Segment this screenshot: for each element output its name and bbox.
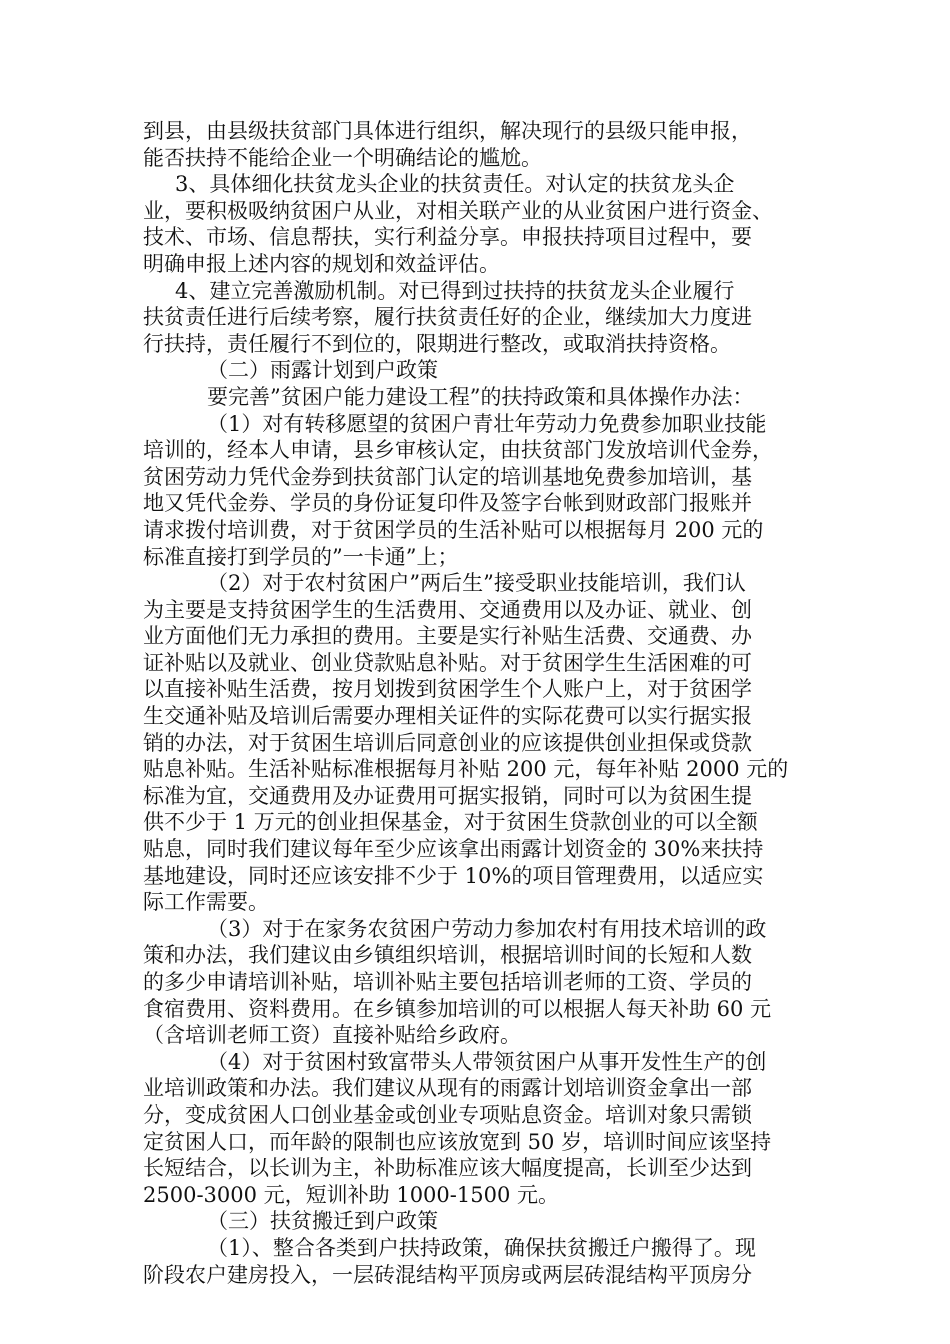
text-line: 到县，由县级扶贫部门具体进行组织，解决现行的县级只能申报， (143, 119, 752, 143)
text-line: 业培训政策和办法。我们建议从现有的雨露计划培训资金拿出一部 (143, 1076, 752, 1101)
text-line: 4、建立完善激励机制。对已得到过扶持的扶贫龙头企业履行 (175, 278, 735, 303)
text-line: 以直接补贴生活费，按月划拨到贫困学生个人账户上，对于贫困学 (143, 677, 752, 702)
text-line: 食宿费用、资料费用。在乡镇参加培训的可以根据人每天补助 60 元 (143, 996, 772, 1021)
text-line: 供不少于 1 万元的创业担保基金，对于贫困生贷款创业的可以全额 (143, 810, 758, 835)
text-line: 阶段农户建房投入，一层砖混结构平顶房或两层砖混结构平顶房分 (143, 1262, 752, 1287)
text-line: 贫困劳动力凭代金券到扶贫部门认定的培训基地免费参加培训，基 (143, 464, 752, 489)
text-line: 的多少申请培训补贴，培训补贴主要包括培训老师的工资、学员的 (143, 970, 752, 994)
text-line: 定贫困人口，而年龄的限制也应该放宽到 50 岁，培训时间应该坚持 (143, 1129, 772, 1154)
text-line: 业方面他们无力承担的费用。主要是实行补贴生活费、交通费、办 (143, 624, 752, 649)
text-line: （1）、整合各类到户扶持政策，确保扶贫搬迁户搬得了。现 (207, 1235, 756, 1260)
text-line: 贴息补贴。生活补贴标准根据每月补贴 200 元，每年补贴 2000 元的 (143, 757, 789, 782)
text-line: 际工作需要。 (143, 890, 269, 915)
text-line: （二）雨露计划到户政策 (207, 358, 438, 383)
text-line: 标准直接打到学员的”一卡通”上； (143, 544, 459, 569)
text-line: （三）扶贫搬迁到户政策 (207, 1209, 438, 1234)
text-line: 分，变成贫困人口创业基金或创业专项贴息资金。培训对象只需锁 (143, 1102, 752, 1127)
text-line: 贴息，同时我们建议每年至少应该拿出雨露计划资金的 30%来扶持 (143, 837, 764, 862)
text-line: 能否扶持不能给企业一个明确结论的尴尬。 (143, 145, 542, 170)
text-line: 长短结合，以长训为主，补助标准应该大幅度提高，长训至少达到 (143, 1156, 752, 1181)
text-line: 明确申报上述内容的规划和效益评估。 (143, 251, 500, 276)
text-line: 扶贫责任进行后续考察，履行扶贫责任好的企业，继续加大力度进 (143, 305, 752, 330)
text-line: 2500-3000 元，短训补助 1000-1500 元。 (143, 1182, 559, 1207)
text-line: （含培训老师工资）直接补贴给乡政府。 (143, 1023, 521, 1048)
text-line: 地又凭代金券、学员的身份证复印件及签字台帐到财政部门报账并 (143, 491, 752, 516)
text-line: 技术、市场、信息帮扶，实行利益分享。申报扶持项目过程中，要 (143, 225, 752, 250)
text-line: 请求拨付培训费，对于贫困学员的生活补贴可以根据每月 200 元的 (143, 517, 764, 542)
body-text (143, 118, 813, 1288)
text-line: 培训的，经本人申请，县乡审核认定，由扶贫部门发放培训代金券， (143, 438, 773, 463)
text-line: 要完善”贫困户能力建设工程”的扶持政策和具体操作办法： (207, 384, 754, 409)
text-line: 行扶持，责任履行不到位的，限期进行整改，或取消扶持资格。 (143, 331, 731, 356)
text-line: （4）对于贫困村致富带头人带领贫困户从事开发性生产的创 (207, 1049, 767, 1074)
text-line: 策和办法，我们建议由乡镇组织培训，根据培训时间的长短和人数 (143, 943, 752, 968)
text-line: （2）对于农村贫困户”两后生”接受职业技能培训，我们认 (207, 571, 746, 596)
text-line: 销的办法，对于贫困生培训后同意创业的应该提供创业担保或贷款 (143, 730, 752, 755)
text-line: 为主要是支持贫困学生的生活费用、交通费用以及办证、就业、创 (143, 597, 752, 622)
text-line: 生交通补贴及培训后需要办理相关证件的实际花费可以实行据实报 (143, 704, 752, 729)
text-line: 证补贴以及就业、创业贷款贴息补贴。对于贫困学生生活困难的可 (143, 650, 752, 675)
text-line: 标准为宜，交通费用及办证费用可据实报销，同时可以为贫困生提 (143, 783, 752, 808)
text-line: （3）对于在家务农贫困户劳动力参加农村有用技术培训的政 (207, 916, 767, 941)
text-line: 3、具体细化扶贫龙头企业的扶贫责任。对认定的扶贫龙头企 (175, 172, 735, 197)
text-line: 基地建设，同时还应该安排不少于 10%的项目管理费用，以适应实 (143, 863, 764, 888)
text-line: （1）对有转移愿望的贫困户青壮年劳动力免费参加职业技能 (207, 411, 767, 436)
text-line: 业，要积极吸纳贫困户从业，对相关联产业的从业贫困户进行资金、 (143, 198, 773, 223)
